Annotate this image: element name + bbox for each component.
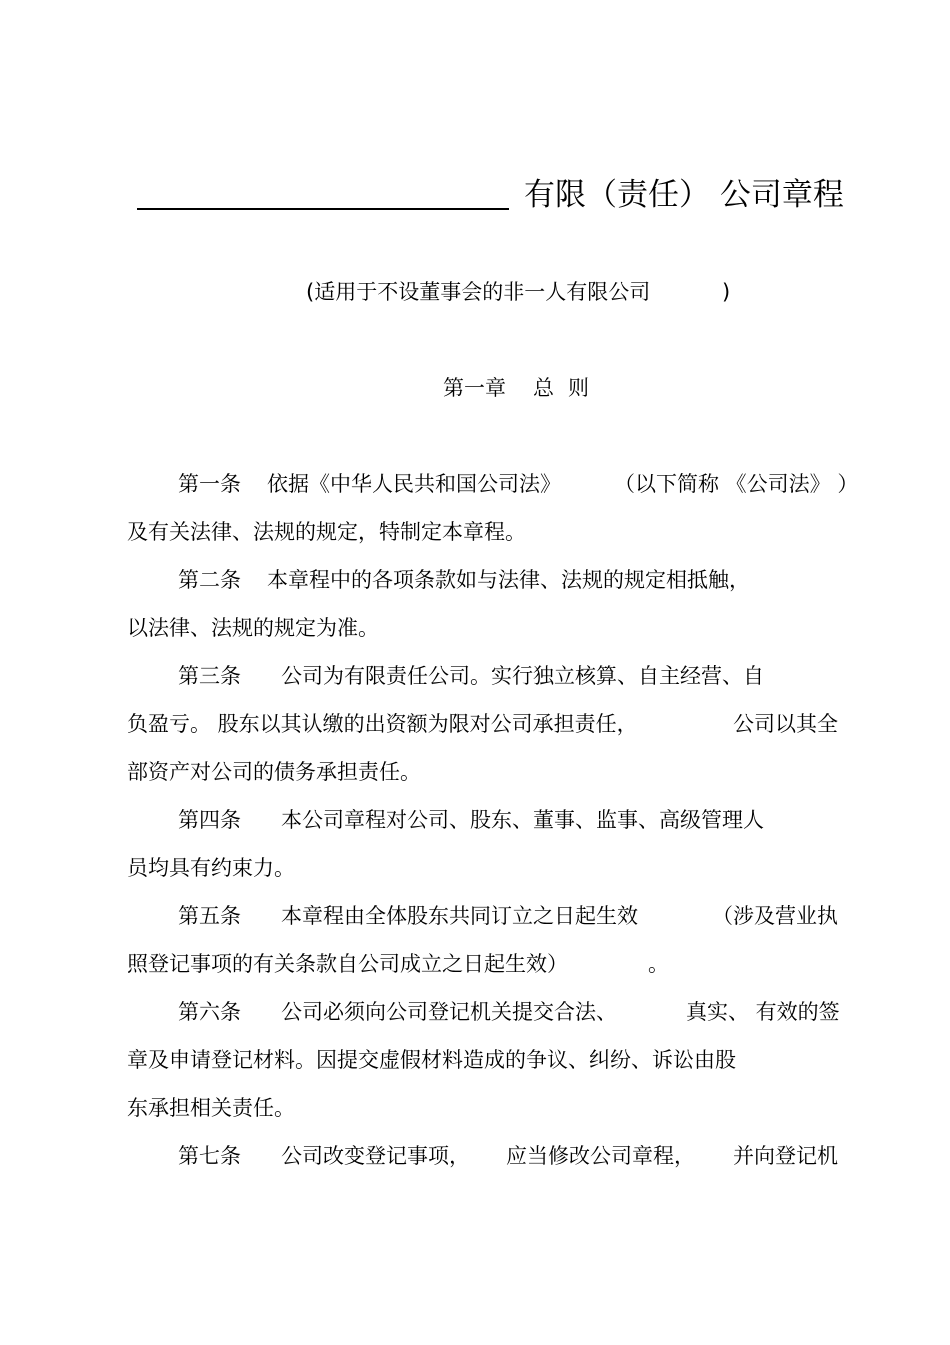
article-text: （以下简称 《公司法》 ） [614, 472, 859, 496]
article-2-line-2: 以法律、法规的规定为准。 [127, 616, 379, 640]
subtitle-close-paren: ) [722, 280, 731, 304]
chapter-heading [0, 368, 950, 408]
article-label: 第一条 [178, 472, 241, 496]
chapter-name: 总则 [533, 376, 603, 400]
article-text: 依据《中华人民共和国公司法》 [267, 472, 561, 496]
article-text: 本公司章程对公司、股东、董事、监事、高级管理人 [281, 808, 764, 832]
article-5-line-1 [0, 896, 950, 936]
title-text: 有限（责任） 公司章程 [524, 177, 844, 213]
article-text: 负盈亏。 股东以其认缴的出资额为限对公司承担责任， [127, 712, 638, 736]
article-3-line-3: 部资产对公司的债务承担责任。 [127, 760, 421, 784]
company-name-blank-line [137, 208, 509, 210]
article-label: 第五条 [178, 904, 241, 928]
article-text: 本章程中的各项条款如与法律、法规的规定相抵触， [267, 568, 750, 592]
article-text: 应当修改公司章程， [506, 1144, 695, 1168]
article-text: 公司改变登记事项， [281, 1144, 470, 1168]
article-text: 公司为有限责任公司。实行独立核算、自主经营、自 [281, 664, 764, 688]
article-5-line-2 [0, 944, 950, 984]
article-6-line-3: 东承担相关责任。 [127, 1096, 295, 1120]
document-title [0, 170, 950, 220]
article-3-line-1 [0, 656, 950, 696]
article-text: 本章程由全体股东共同订立之日起生效 [281, 904, 638, 928]
article-6-line-1 [0, 992, 950, 1032]
article-label: 第二条 [178, 568, 241, 592]
document-subtitle [0, 272, 950, 312]
article-label: 第四条 [178, 808, 241, 832]
chapter-number: 第一章 [443, 376, 506, 400]
article-text: 照登记事项的有关条款自公司成立之日起生效） [127, 952, 568, 976]
article-text: 真实、 有效的签 [686, 1000, 840, 1024]
article-2-line-1 [0, 560, 950, 600]
article-1-line-1 [0, 464, 950, 504]
article-4-line-2: 员均具有约束力。 [127, 856, 295, 880]
article-label: 第六条 [178, 1000, 241, 1024]
article-text: （涉及营业执 [712, 904, 838, 928]
article-3-line-2 [0, 704, 950, 744]
article-text: 并向登记机 [733, 1144, 838, 1168]
article-4-line-1 [0, 800, 950, 840]
article-text: 。 [648, 952, 669, 976]
article-1-line-2: 及有关法律、法规的规定，特制定本章程。 [127, 520, 526, 544]
article-text: 公司必须向公司登记机关提交合法、 [281, 1000, 617, 1024]
article-7-line-1 [0, 1136, 950, 1176]
article-label: 第三条 [178, 664, 241, 688]
article-text: 公司以其全 [733, 712, 838, 736]
article-label: 第七条 [178, 1144, 241, 1168]
article-6-line-2: 章及申请登记材料。因提交虚假材料造成的争议、纠纷、诉讼由股 [127, 1048, 736, 1072]
subtitle-text: (适用于不设董事会的非一人有限公司 [306, 280, 651, 304]
